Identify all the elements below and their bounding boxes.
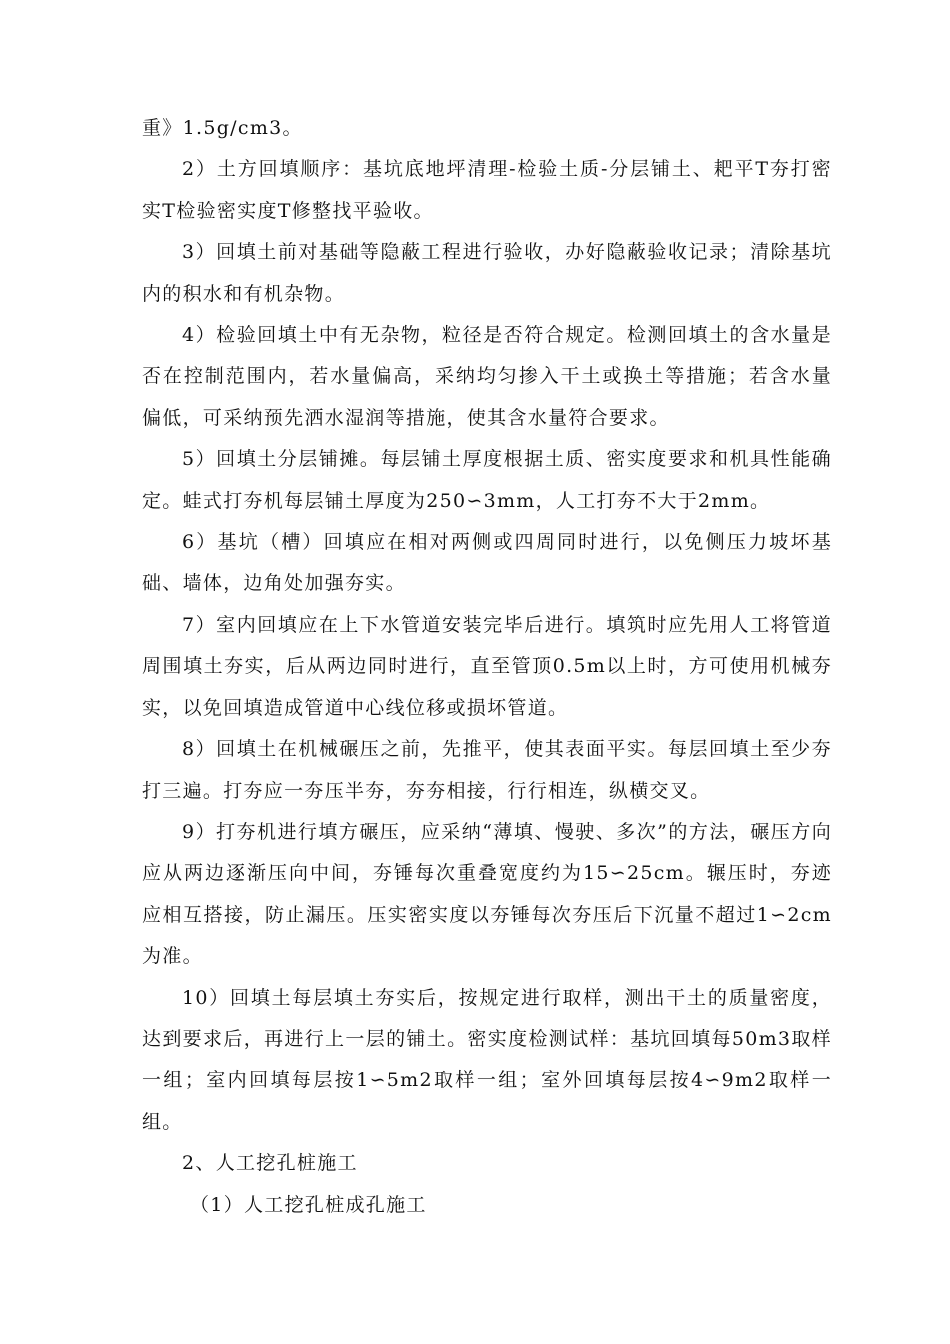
paragraph-item-10: 10）回填土每层填土夯实后，按规定进行取样，测出干土的质量密度，达到要求后，再进行上一层的铺土。密实度检测试样：基坑回填每50m3取样一组；室内回填每层按1∽5m2取样一组；室外回填每层按4∽9m2取样一组。: [142, 986, 832, 1133]
paragraph-item-5: 5）回填土分层铺摊。每层铺土厚度根据土质、密实度要求和机具性能确定。蛙式打夯机每层铺土厚度为250∽3mm，人工打夯不大于2mm。: [142, 448, 832, 512]
paragraph-item-7: 7）室内回填应在上下水管道安装完毕后进行。填筑时应先用人工将管道周围填土夯实，后从两边同时进行，直至管顶0.5m以上时，方可使用机械夯实，以免回填造成管道中心线位移或损坏管道。: [142, 613, 832, 719]
paragraph-item-9: 9）打夯机进行填方碾压，应采纳“薄填、慢驶、多次”的方法，碾压方向应从两边逐渐压向中间，夯锤每次重叠宽度约为15∽25cm。辗压时，夯迹应相互搭接，防止漏压。压实密实度以夯锤每次夯压后下沉量不超过1∽2cm为准。: [142, 820, 832, 968]
paragraph-item-8: 8）回填土在机械碾压之前，先推平，使其表面平实。每层回填土至少夯打三遍。打夯应一夯压半夯，夯夯相接，行行相连，纵横交叉。: [142, 738, 832, 802]
subsection-heading: （1）人工挖孔桩成孔施工: [190, 1193, 427, 1216]
paragraph-item-6: 6）基坑（槽）回填应在相对两侧或四周同时进行，以免侧压力坡坏基础、墙体，边角处加强夯实。: [142, 531, 832, 595]
section-heading: 2、人工挖孔桩施工: [182, 1152, 358, 1175]
document-body: [142, 108, 832, 1226]
paragraph-item-3: 3）回填土前对基础等隐蔽工程进行验收，办好隐蔽验收记录；清除基坑内的积水和有机杂物。: [142, 241, 832, 305]
paragraph-item-4: 4）检验回填土中有无杂物，粒径是否符合规定。检测回填土的含水量是否在控制范围内，若水量偏高，采纳均匀掺入干土或换土等措施；若含水量偏低，可采纳预先洒水湿润等措施，使其含水量符合要求。: [142, 324, 832, 429]
paragraph-item-2: 2）土方回填顺序：基坑底地坪清理-检验土质-分层铺土、耙平T夯打密实T检验密实度T修整找平验收。: [142, 158, 832, 222]
paragraph-continuation: 重》1.5g/cm3。: [142, 117, 303, 139]
